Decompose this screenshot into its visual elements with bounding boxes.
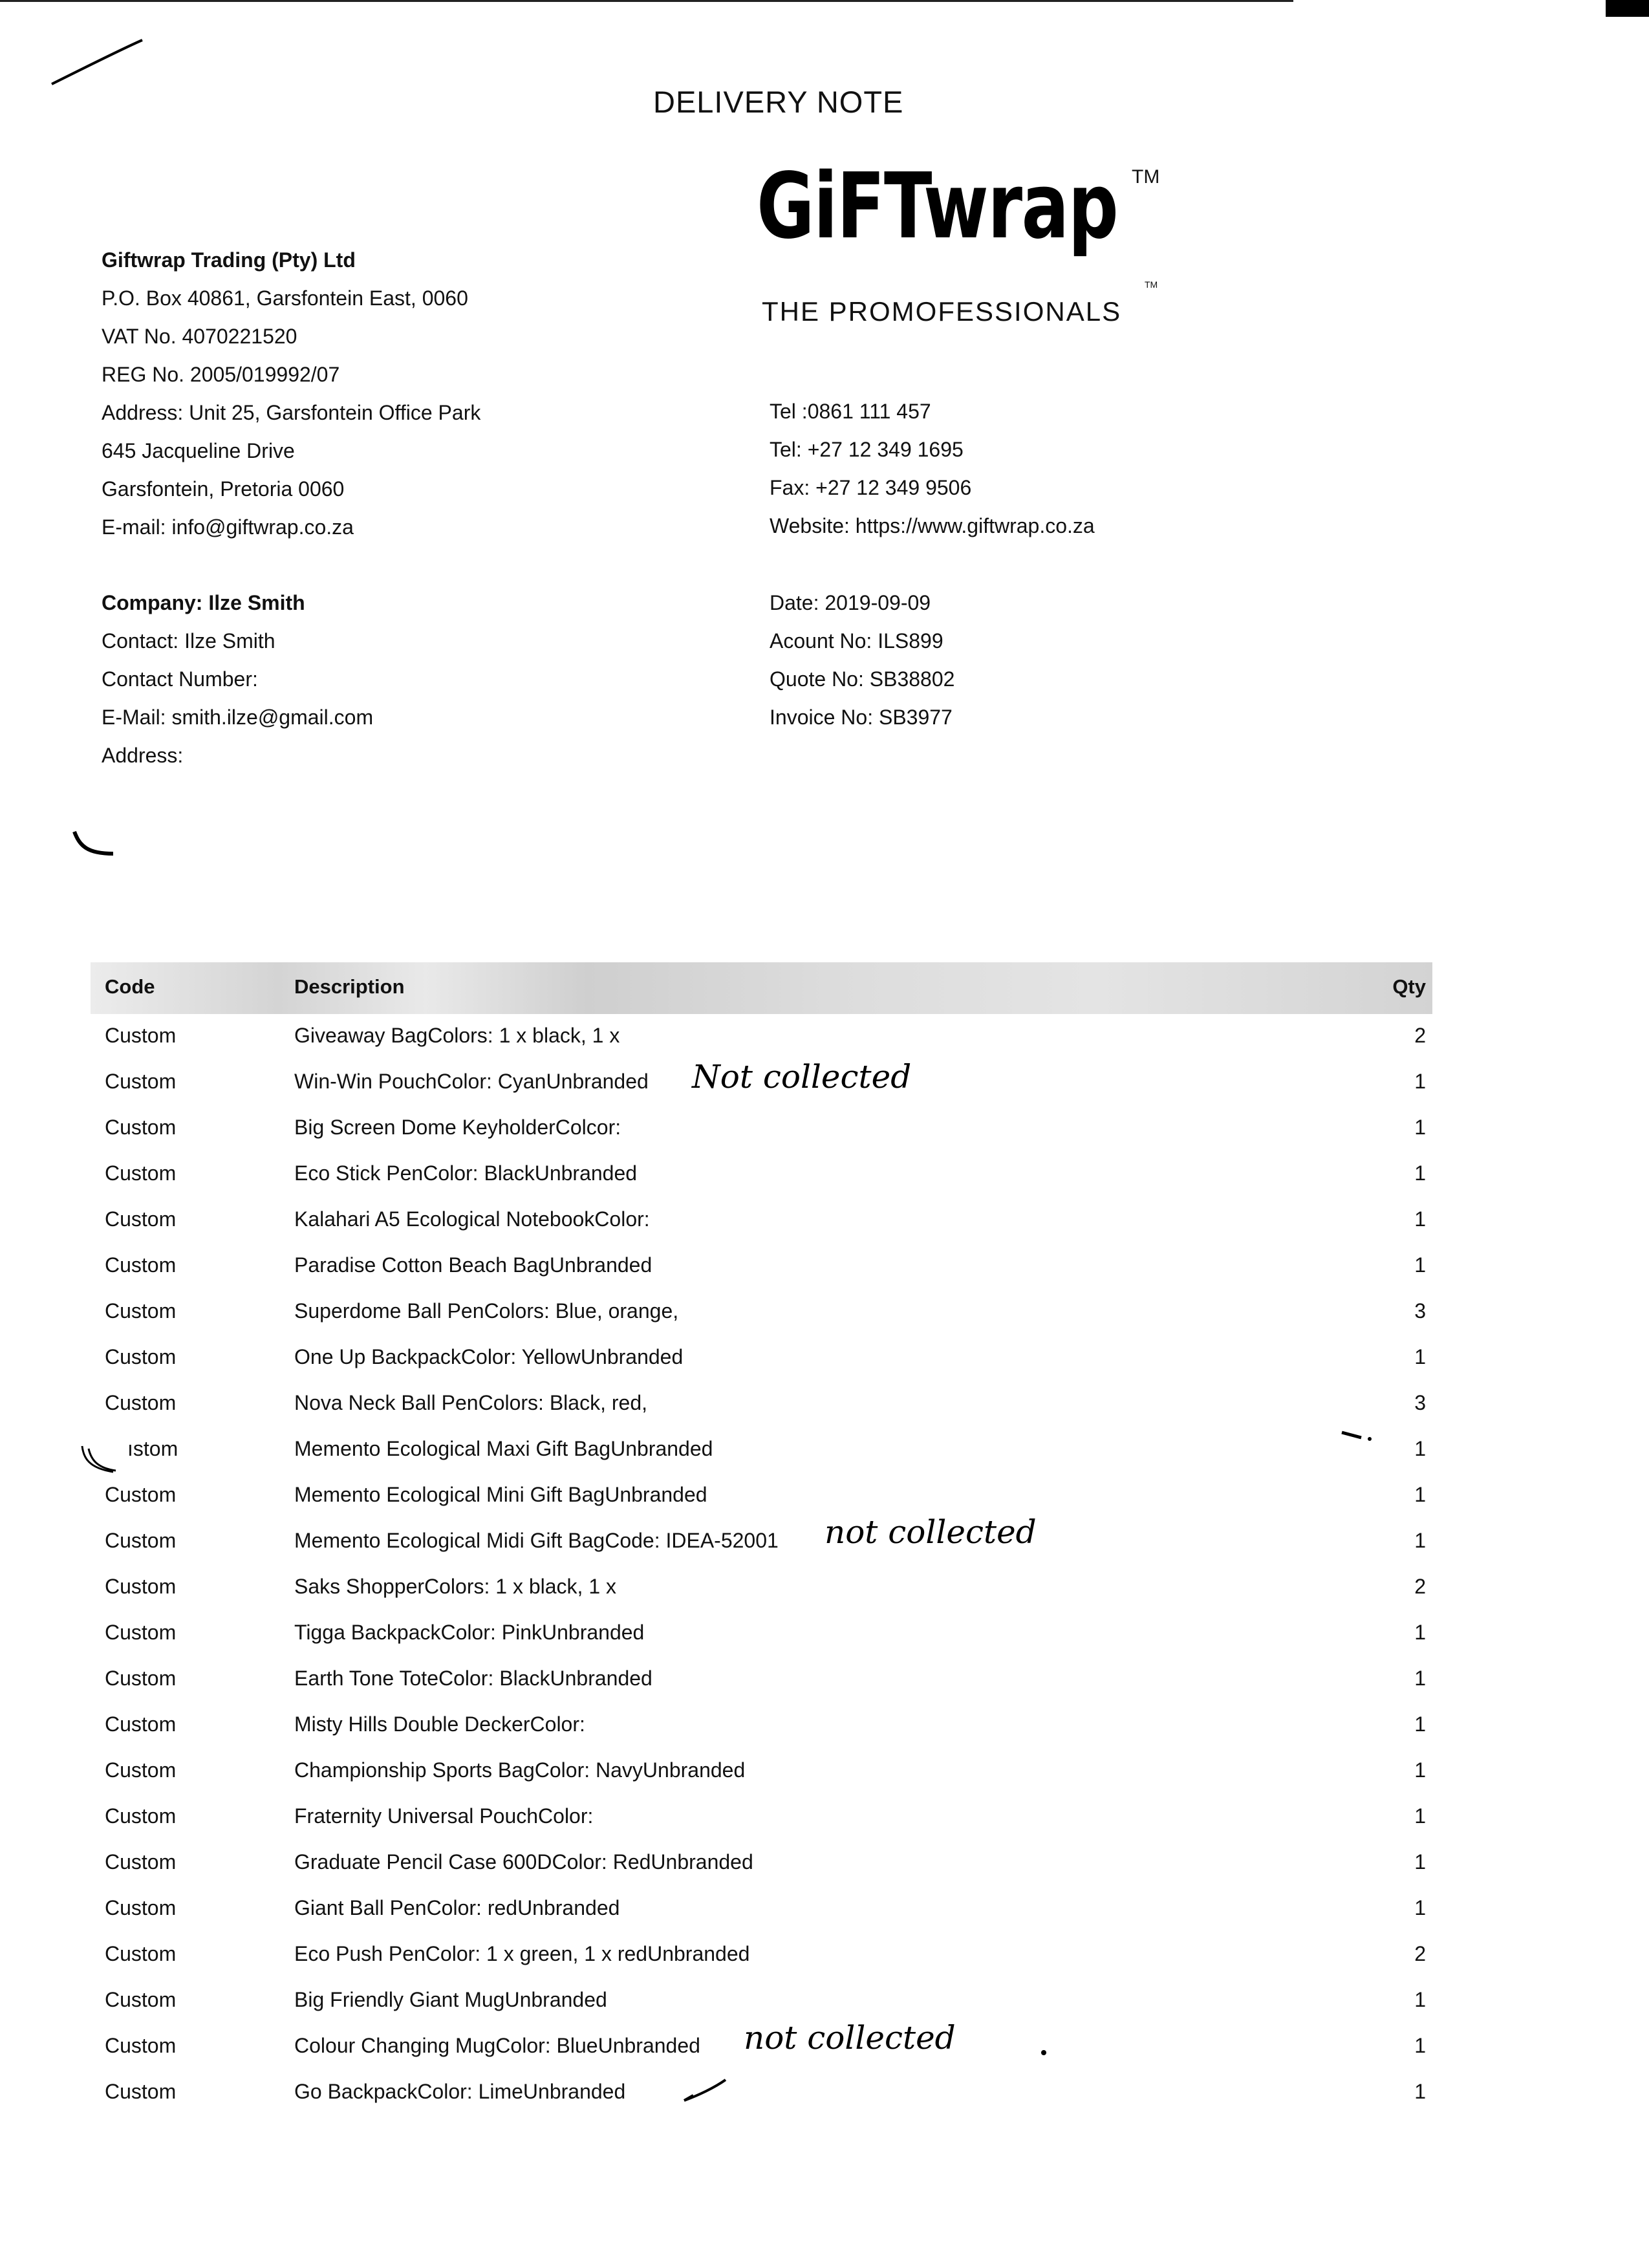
customer-block [102,584,373,775]
sender-block [102,241,480,546]
table-row [0,1758,1649,1804]
customer-line: Contact Number: [102,667,258,691]
cell-description: Memento Ecological Maxi Gift BagUnbranded [294,1437,713,1460]
cell-code: Custom [105,1575,177,1598]
sender-line: REG No. 2005/019992/07 [102,363,340,386]
cell-code: Custom [105,1758,177,1782]
cell-qty: 1 [1414,1621,1426,1644]
document-title: DELIVERY NOTE [653,85,904,119]
cell-description: Earth Tone ToteColor: BlackUnbranded [294,1667,652,1690]
cell-qty: 1 [1414,1988,1426,2011]
cell-qty: 1 [1414,1437,1426,1460]
cell-code: Custom [105,1116,177,1139]
cell-qty: 1 [1414,1070,1426,1093]
table-row [0,1116,1649,1161]
table-row [0,1391,1649,1437]
pen-tick-mark [679,2076,731,2108]
pen-stroke-top [45,32,155,97]
cell-code: Custom [105,1483,177,1506]
table-row [0,1207,1649,1253]
sender-line: P.O. Box 40861, Garsfontein East, 0060 [102,286,468,310]
cell-code: Custom [105,1161,177,1185]
giftwrap-logo [757,152,1160,281]
cell-qty: 1 [1414,1345,1426,1368]
cell-description: Misty Hills Double DeckerColor: [294,1712,585,1736]
cell-qty: 1 [1414,2034,1426,2057]
cell-description: Superdome Ball PenColors: Blue, orange, [294,1299,679,1323]
table-row [0,1804,1649,1850]
cell-qty: 3 [1414,1299,1426,1323]
cell-code: Custom [105,2034,177,2057]
header-code: Code [105,975,155,998]
cell-description: Eco Stick PenColor: BlackUnbranded [294,1161,638,1185]
cell-qty: 1 [1414,1483,1426,1506]
table-row [0,1850,1649,1896]
cell-description: Eco Push PenColor: 1 x green, 1 x redUnbranded [294,1942,750,1965]
cell-description: Championship Sports BagColor: NavyUnbranded [294,1758,746,1782]
customer-company: Company: Ilze Smith [102,591,305,614]
cell-qty: 1 [1414,2080,1426,2103]
contact-line: Website: https://www.giftwrap.co.za [770,514,1095,537]
logo-wordmark: GiFTwrap [757,154,1118,259]
cell-code: Custom [105,1253,177,1277]
cell-description: Saks ShopperColors: 1 x black, 1 x [294,1575,617,1598]
cell-code: Custom [105,1896,177,1919]
cell-qty: 2 [1414,1024,1426,1047]
handwritten-note: not collected [744,2019,956,2057]
sender-line: E-mail: info@giftwrap.co.za [102,515,354,539]
cell-qty: 3 [1414,1391,1426,1414]
table-row [0,1942,1649,1988]
sender-line: 645 Jacqueline Drive [102,439,295,462]
cell-code: Custom [105,1988,177,2011]
cell-code: Custom [105,1024,177,1047]
handwritten-note: not collected [824,1513,1037,1551]
top-edge-line [0,0,1293,2]
table-header-bar [91,962,1432,1014]
scan-corner-mark [1606,0,1649,17]
contact-line: Tel: +27 12 349 1695 [770,438,964,461]
doc-info-line: Date: 2019-09-09 [770,591,931,614]
cell-code: Custom [105,1345,177,1368]
header-qty: Qty [1392,975,1426,998]
cell-qty: 2 [1414,1942,1426,1965]
table-row [0,1161,1649,1207]
cell-code: Custom [105,1207,177,1231]
cell-qty: 1 [1414,1253,1426,1277]
pen-dot [1035,2044,1054,2063]
cell-description: Paradise Cotton Beach BagUnbranded [294,1253,652,1277]
logo-tagline: THE PROMOFESSIONALS [762,296,1122,327]
cell-description: Graduate Pencil Case 600DColor: RedUnbranded [294,1850,753,1874]
sender-company: Giftwrap Trading (Pty) Ltd [102,248,356,272]
contact-info-block [770,393,1095,545]
cell-description: Big Friendly Giant MugUnbranded [294,1988,607,2011]
cell-description: Fraternity Universal PouchColor: [294,1804,594,1828]
cell-description: Nova Neck Ball PenColors: Black, red, [294,1391,647,1414]
tagline-trademark: TM [1145,279,1158,290]
table-row [0,1575,1649,1621]
table-row [0,1667,1649,1712]
cell-code: Custom [105,1667,177,1690]
cell-code: Custom [105,1804,177,1828]
cell-qty: 1 [1414,1161,1426,1185]
cell-code: Custom [105,1942,177,1965]
cell-description: Memento Ecological Midi Gift BagCode: IDEA-52001 [294,1529,779,1552]
cell-description: Memento Ecological Mini Gift BagUnbranded [294,1483,707,1506]
doc-info-line: Quote No: SB38802 [770,667,955,691]
cell-code: Custom [105,1070,177,1093]
customer-line: Contact: Ilze Smith [102,629,275,653]
cell-qty: 1 [1414,1712,1426,1736]
cell-qty: 1 [1414,1896,1426,1919]
table-row [0,1437,1649,1483]
cell-code: Custom [105,1529,177,1552]
cell-description: Tigga BackpackColor: PinkUnbranded [294,1621,645,1644]
cell-code: Custom [105,1621,177,1644]
logo-trademark: TM [1132,166,1160,188]
sender-line: Garsfontein, Pretoria 0060 [102,477,345,501]
cell-code: Custom [105,1391,177,1414]
contact-line: Fax: +27 12 349 9506 [770,476,972,499]
table-row [0,1299,1649,1345]
sender-line: VAT No. 4070221520 [102,325,297,348]
cell-description: Kalahari A5 Ecological NotebookColor: [294,1207,650,1231]
cell-description: One Up BackpackColor: YellowUnbranded [294,1345,684,1368]
document-info-block [770,584,954,737]
contact-line: Tel :0861 111 457 [770,400,931,423]
cell-qty: 1 [1414,1804,1426,1828]
cell-qty: 1 [1414,1207,1426,1231]
pen-check-mark [74,1442,133,1481]
cell-code: Custom [105,1712,177,1736]
cell-description: Win-Win PouchColor: CyanUnbranded [294,1070,649,1093]
cell-code: ıstom [127,1437,178,1460]
cell-code: Custom [105,2080,177,2103]
cell-description: Colour Changing MugColor: BlueUnbranded [294,2034,700,2057]
handwritten-note: Not collected [692,1058,912,1096]
pen-dash-mark [1339,1426,1377,1445]
table-row [0,2080,1649,2126]
doc-info-line: Acount No: ILS899 [770,629,943,653]
customer-line: E-Mail: smith.ilze@gmail.com [102,706,374,729]
cell-qty: 2 [1414,1575,1426,1598]
cell-description: Giant Ball PenColor: redUnbranded [294,1896,620,1919]
table-row [0,1253,1649,1299]
doc-info-line: Invoice No: SB3977 [770,706,953,729]
cell-qty: 1 [1414,1850,1426,1874]
cell-description: Giveaway BagColors: 1 x black, 1 x [294,1024,620,1047]
cell-qty: 1 [1414,1667,1426,1690]
cell-code: Custom [105,1299,177,1323]
cell-qty: 1 [1414,1529,1426,1552]
header-description: Description [294,975,405,998]
cell-code: Custom [105,1850,177,1874]
table-row [0,1896,1649,1942]
pen-tick-mark [68,826,126,865]
cell-description: Big Screen Dome KeyholderColcor: [294,1116,621,1139]
table-row [0,1712,1649,1758]
cell-description: Go BackpackColor: LimeUnbranded [294,2080,626,2103]
cell-qty: 1 [1414,1116,1426,1139]
sender-line: Address: Unit 25, Garsfontein Office Park [102,401,481,424]
table-row [0,1621,1649,1667]
cell-qty: 1 [1414,1758,1426,1782]
customer-line: Address: [102,744,184,767]
table-row [0,1345,1649,1391]
